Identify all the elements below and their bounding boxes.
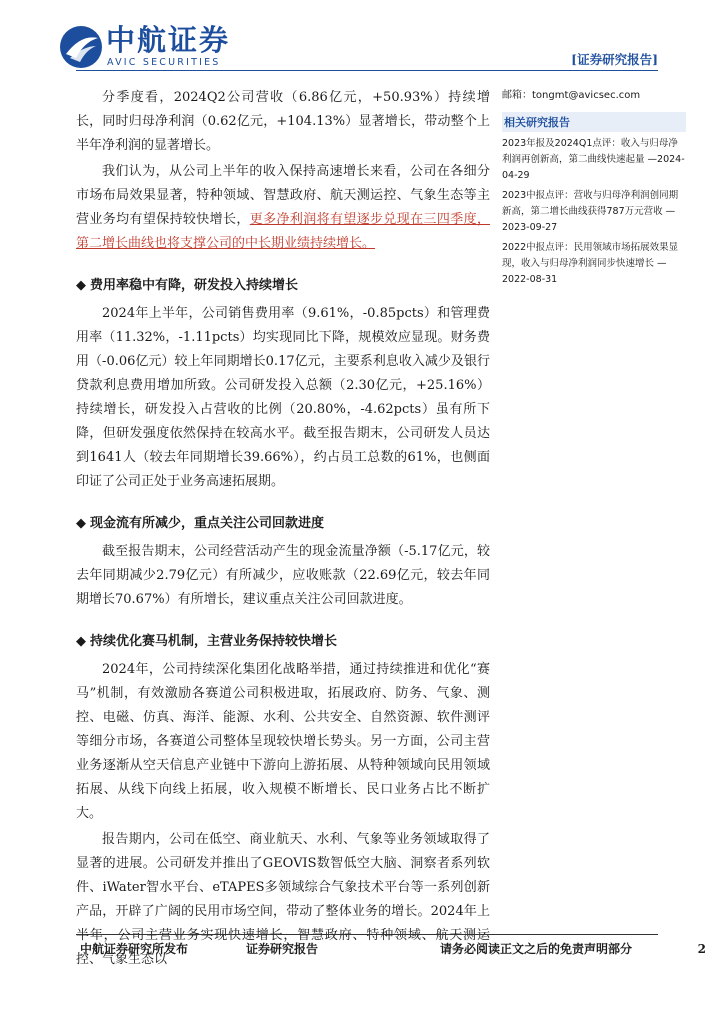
quarterly-paragraph: 分季度看，2024Q2公司营收（6.86亿元，+50.93%）持续增长，同时归母净利润（0.62亿元，+104.13%）显著增长，带动整个上半年净利润的显著增长。 [76, 90, 490, 153]
business-paragraph-2: 报告期内，公司在低空、商业航天、水利、气象等业务领域取得了显著的进展。公司研发并推出了GEOVIS数智低空大脑、洞察者系列软件、iWater智水平台、eTAPES多领域综合气象技术平台等一系列创新产品，开辟了广阔的民用市场空间，带动了整体业务的增长。2024年上半年，公司主营业务实现快速增长，智慧政府、特种领域、航天测运控、气象生态以 [76, 832, 490, 967]
footer-publisher: 中航证券研究所发布 [80, 942, 189, 956]
company-logo [58, 22, 258, 72]
related-report-item[interactable]: 2022中报点评：民用领域市场拓展效果显现，收入与归母净利润同步快速增长 —2022-08-31 [502, 242, 679, 285]
expenses-paragraph: 2024年上半年，公司销售费用率（9.61%，-0.85pcts）和管理费用率（11.32%，-1.11pcts）均实现同比下降，规模效应显现。财务费用（-0.06亿元）较上年同期增长0.17亿元，主要系利息收入减少及银行贷款利息费用增加所致。公司研发投入总额（2.30亿元，+25.16%）持续增长，研发投入占营收的比例（20.80%，-4.62pcts）虽有所下降，但研发强度依然保持在较高水平。截至报告期末，公司研发人员达到1641人（较去年同期增长39.66%），约占员工总数的61%，也侧面印证了公司正处于业务高速拓展期。 [76, 306, 490, 489]
business-paragraph-1: 2024年，公司持续深化集团化战略举措，通过持续推进和优化“赛马”机制，有效激励各赛道公司积极进取，拓展政府、防务、气象、测控、电磁、仿真、海洋、能源、水利、公共安全、自然资源、软件测评等细分市场，各赛道公司整体呈现较快增长势头。另一方面，公司主营业务逐渐从空天信息产业链中下游向上游拓展、从特种领域向民用领域拓展、从线下向线上拓展，收入规模不断增长、民口业务占比不断扩大。 [76, 662, 490, 821]
main-content [76, 86, 490, 974]
avic-emblem-icon [58, 24, 104, 70]
report-type-tag: [证券研究报告] [571, 52, 658, 67]
section-heading-business [76, 630, 490, 654]
section-title-business: 持续优化赛马机制，主营业务保持较快增长 [90, 634, 338, 649]
related-report-item[interactable]: 2023年报及2024Q1点评：收入与归母净利润再创新高，第二曲线快速起量 —2024-04-29 [502, 138, 685, 181]
footer-report-type: 证券研究报告 [246, 942, 319, 956]
diamond-bullet-icon: ◆ [76, 634, 86, 649]
related-reports-title: 相关研究报告 [502, 112, 686, 132]
section-title-expenses: 费用率稳中有降，研发投入持续增长 [90, 278, 299, 293]
section-title-cashflow: 现金流有所减少，重点关注公司回款进度 [90, 516, 325, 531]
sidebar [502, 88, 686, 292]
section-heading-cashflow [76, 512, 490, 536]
cashflow-paragraph: 截至报告期末，公司经营活动产生的现金流量净额（-5.17亿元，较去年同期减少2.79亿元）有所减少，应收账款（22.69亿元，较去年同期增长70.67%）有所增长，建议重点关注公司回款进度。 [76, 544, 490, 607]
related-report-item[interactable]: 2023中报点评：营收与归母净利润创同期新高，第二增长曲线获得787万元营收 —2023-09-27 [502, 190, 679, 233]
outlook-highlight: 更多净利润将有望逐步兑现在三四季度，第二增长曲线也将支撑公司的中长期业绩持续增长。 [76, 212, 490, 251]
logo-english-name: AVIC SECURITIES [107, 57, 221, 68]
diamond-bullet-icon: ◆ [76, 516, 86, 531]
page-number: 2 [697, 942, 706, 956]
diamond-bullet-icon: ◆ [76, 278, 86, 293]
footer-disclaimer: 请务必阅读正文之后的免责声明部分 [440, 942, 633, 956]
outlook-paragraph [76, 160, 490, 256]
section-heading-expenses [76, 274, 490, 298]
logo-chinese-name: 中航证券 [106, 23, 231, 57]
footer-divider [76, 934, 658, 935]
header-divider [76, 70, 658, 71]
outlook-text: 我们认为，从公司上半年的收入保持高速增长来看，公司在各细分市场布局效果显著，特种领域、智慧政府、航天测运控、气象生态等主营业务均有望保持较快增长， [76, 164, 490, 227]
analyst-email: 邮箱：tongmt@avicsec.com [502, 90, 641, 101]
